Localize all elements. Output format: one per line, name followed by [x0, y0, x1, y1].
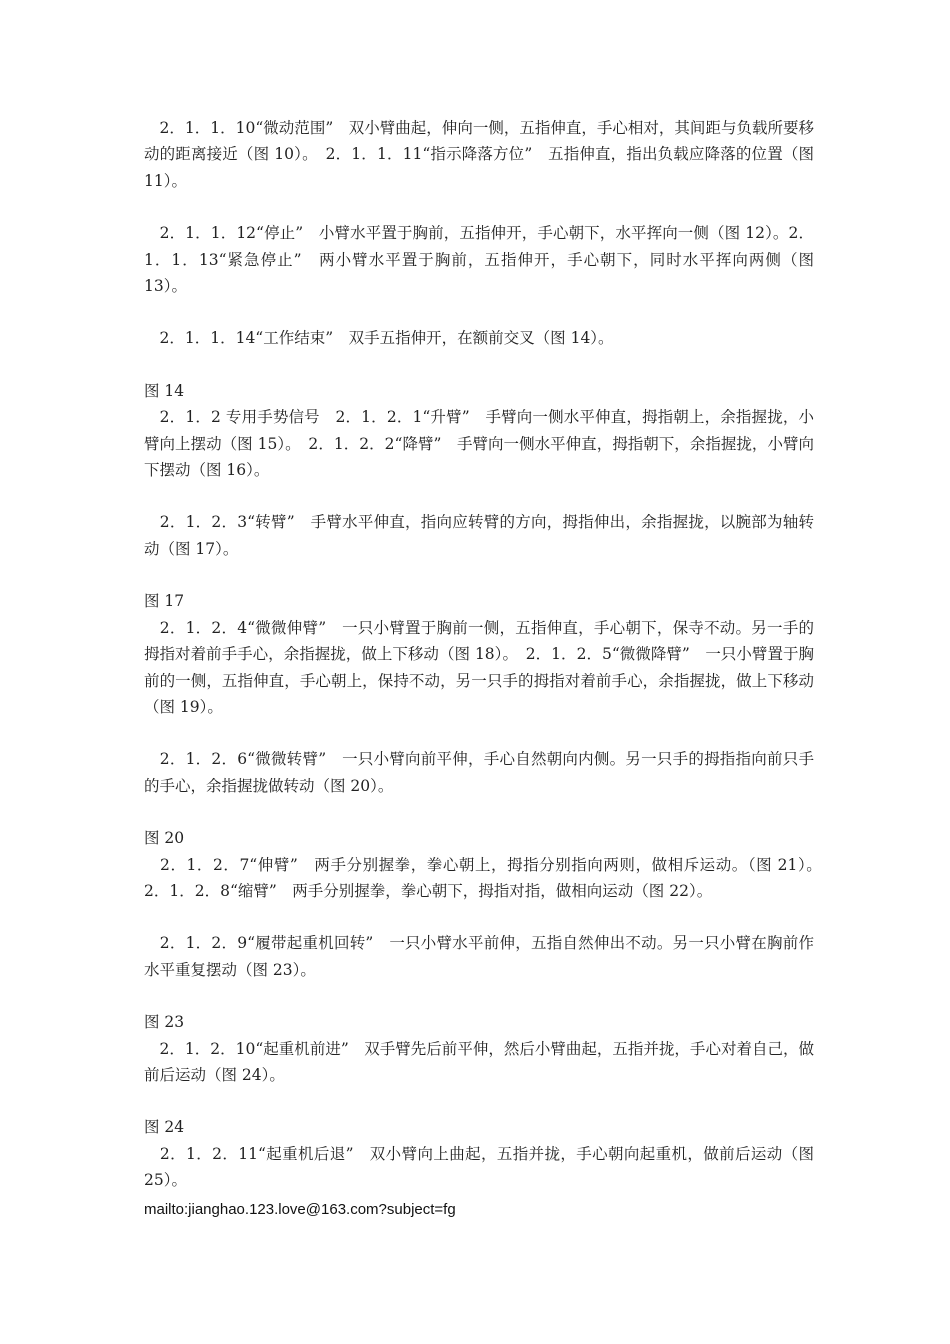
paragraph-gap [144, 562, 814, 588]
paragraph-2-1-2: 2．1．2 专用手势信号 2．1．2．1“升臂” 手臂向一侧水平伸直，拇指朝上，余指握拢，小臂向上摆动（图 15）。 2．1．2．2“降臂” 手臂向一侧水平伸直，拇指朝下，余指握拢，小臂向下摆动（图 16）。 [144, 408, 814, 480]
paragraph-2-1-2-11: 2．1．2．11“起重机后退” 双小臂向上曲起，五指并拢，手心朝向起重机，做前后运动（图 25）。 [144, 1144, 814, 1190]
paragraph-gap [144, 299, 814, 325]
paragraph-2-1-1-14: 2．1．1．14“工作结束” 双手五指伸开，在额前交叉（图 14）。 [144, 329, 614, 348]
mailto-link[interactable]: mailto:jianghao.123.love@163.com?subject=fg [144, 1201, 456, 1218]
paragraph-gap [144, 194, 814, 220]
paragraph-gap [144, 1088, 814, 1114]
paragraph-gap [144, 904, 814, 930]
document-body [144, 115, 830, 1194]
figure-label-20: 图 20 [144, 829, 185, 848]
paragraph-gap [144, 352, 814, 378]
figure-label-24: 图 24 [144, 1118, 185, 1137]
paragraph-2-1-1-10: 2．1．1．10“微动范围” 双小臂曲起，伸向一侧，五指伸直，手心相对，其间距与负载所要移动的距离接近（图 10）。 2．1．1．11“指示降落方位” 五指伸直，指出负载应降落的位置（图 11）。 [144, 119, 814, 190]
paragraph-gap [144, 799, 814, 825]
paragraph-2-1-2-3: 2．1．2．3“转臂” 手臂水平伸直，指向应转臂的方向，拇指伸出，余指握拢，以腕部为轴转动（图 17）。 [144, 513, 814, 558]
paragraph-2-1-2-4: 2．1．2．4“微微伸臂” 一只小臂置于胸前一侧，五指伸直，手心朝下，保寺不动。另一手的拇指对着前手手心，余指握拢，做上下移动（图 18）。 2．1．2．5“微微降臂” 一只小臂置于胸前的一侧，五指伸直，手心朝上，保持不动，另一只手的拇指对着前手心，余指握拢，做上下移动（图 19）。 [144, 618, 814, 716]
paragraph-2-1-2-7: 2．1．2．7“伸臂” 两手分别握拳，拳心朝上，拇指分别指向两则，做相斥运动。（图 21）。 2．1．2．8“缩臂” 两手分别握拳，拳心朝下，拇指对指，做相向运动（图 22）。 [144, 855, 830, 900]
paragraph-2-1-2-6: 2．1．2．6“微微转臂” 一只小臂向前平伸，手心自然朝向内侧。另一只手的拇指指向前只手的手心，余指握拢做转动（图 20）。 [144, 750, 814, 795]
figure-label-14: 图 14 [144, 381, 185, 400]
paragraph-2-1-1-12: 2．1．1．12“停止” 小臂水平置于胸前，五指伸开，手心朝下，水平挥向一侧（图 12）。2．1．1．13“紧急停止” 两小臂水平置于胸前，五指伸开，手心朝下，同时水平挥向两侧（图 13）。 [144, 224, 814, 296]
paragraph-2-1-2-10: 2．1．2．10“起重机前进” 双手臂先后前平伸，然后小臂曲起，五指并拢，手心对着自己，做前后运动（图 24）。 [144, 1039, 814, 1084]
paragraph-2-1-2-9: 2．1．2．9“履带起重机回转” 一只小臂水平前伸，五指自然伸出不动。另一只小臂在胸前作水平重复摆动（图 23）。 [144, 934, 814, 979]
paragraph-gap [144, 720, 814, 746]
figure-label-17: 图 17 [144, 592, 185, 611]
figure-label-23: 图 23 [144, 1013, 185, 1032]
paragraph-gap [144, 483, 814, 509]
paragraph-gap [144, 983, 814, 1009]
